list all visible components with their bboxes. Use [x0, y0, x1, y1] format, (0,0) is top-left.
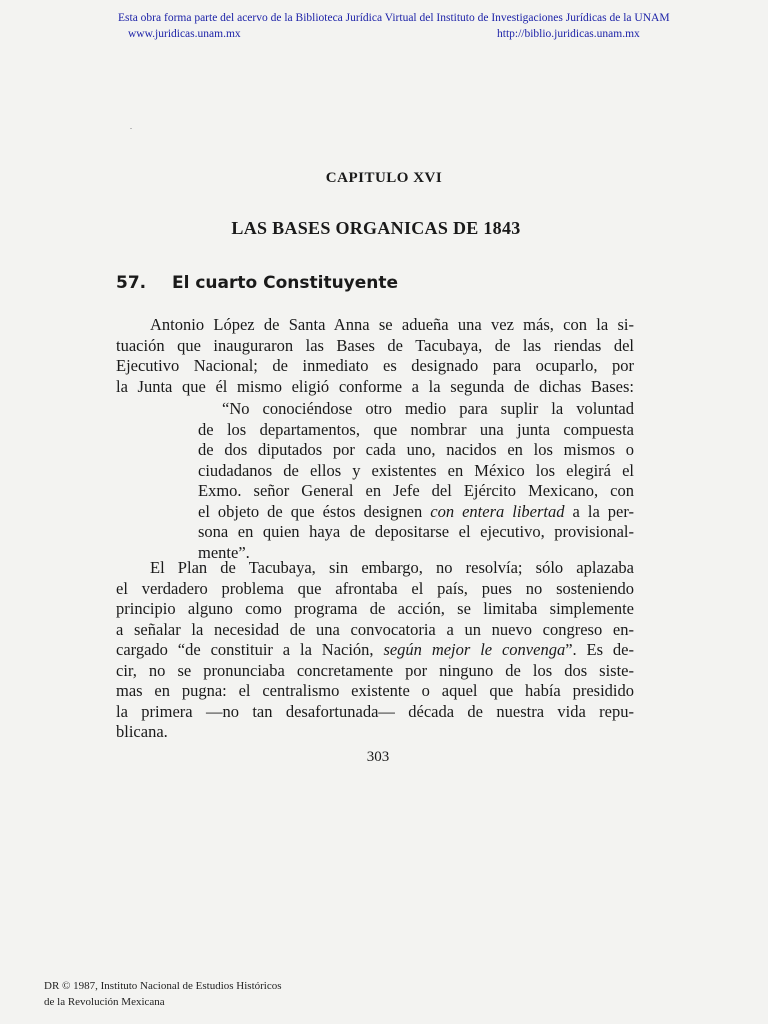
- paragraph-2: [116, 558, 634, 743]
- chapter-heading: CAPITULO XVI: [325, 170, 443, 186]
- banner-text: Esta obra forma parte del acervo de la Biblioteca Jurídica Virtual del Instituto de Investigaciones Jurídicas de la UNAM: [118, 12, 670, 24]
- paragraph-line: la primera —no tan desafortunada— década de nuestra vida repu-: [116, 701, 634, 721]
- quote-emphasis: con entera libertad: [430, 501, 565, 521]
- quote-text: a la per-: [564, 501, 635, 521]
- footer-line: DR © 1987, Instituto Nacional de Estudios Históricos: [44, 980, 282, 992]
- quote-line: de dos diputados por cada uno, nacidos en los mismos o: [198, 440, 634, 459]
- paragraph-line: [116, 640, 634, 661]
- quote-text: el objeto de que éstos designen: [198, 501, 431, 521]
- quote-line: mente”.: [198, 542, 250, 562]
- quote-line: de los departamentos, que nombrar una junta compuesta: [198, 419, 634, 439]
- section-title: El cuarto Constituyente: [172, 273, 399, 293]
- paragraph-line: la Junta que él mismo eligió conforme a la segunda de dichas Bases:: [116, 376, 634, 396]
- quote-line: ciudadanos de ellos y existentes en México los elegirá el: [198, 460, 634, 480]
- quote-line: sona en quien haya de depositarse el ejecutivo, provisional-: [198, 522, 634, 541]
- paragraph-text: cargado “de constituir a la Nación,: [116, 640, 384, 659]
- paragraph-line: principio alguno como programa de acción, se limitaba simplemente: [116, 599, 634, 618]
- copyright-footer: [44, 978, 282, 1010]
- footer-line: de la Revolución Mexicana: [44, 996, 165, 1008]
- paragraph-line: Ejecutivo Nacional; de inmediato es designado para ocuparlo, por: [116, 356, 634, 375]
- paragraph-line: mas en pugna: el centralismo existente o aquel que había presidido: [116, 681, 634, 700]
- block-quote: [198, 399, 634, 563]
- scan-mark: [130, 128, 132, 129]
- paragraph-1: [116, 315, 634, 397]
- paragraph-line: tuación que inauguraron las Bases de Tacubaya, de las riendas del: [116, 335, 634, 355]
- page-number: 303: [366, 749, 390, 765]
- section-heading: [116, 273, 398, 293]
- biblio-link[interactable]: http://biblio.juridicas.unam.mx: [497, 28, 640, 40]
- paragraph-line: cir, no se pronunciaba concretamente por ninguno de los dos siste-: [116, 660, 634, 680]
- paragraph-line: el verdadero problema que afrontaba el país, pues no sosteniendo: [116, 578, 634, 598]
- paragraph-text: ”. Es de-: [565, 640, 634, 659]
- juridicas-link[interactable]: www.juridicas.unam.mx: [128, 28, 241, 40]
- paragraph-line: Antonio López de Santa Anna se adueña una vez más, con la si-: [150, 315, 634, 334]
- section-number: 57.: [116, 273, 147, 293]
- paragraph-line: El Plan de Tacubaya, sin embargo, no resolvía; sólo aplazaba: [150, 558, 634, 577]
- quote-line: “No conociéndose otro medio para suplir la voluntad: [222, 399, 634, 418]
- quote-line: [198, 502, 634, 523]
- chapter-title: LAS BASES ORGANICAS DE 1843: [231, 218, 521, 238]
- quote-line: Exmo. señor General en Jefe del Ejército Mexicano, con: [198, 481, 634, 500]
- paragraph-line: blicana.: [116, 722, 168, 741]
- paragraph-line: a señalar la necesidad de una convocatoria a un nuevo congreso en-: [116, 619, 634, 639]
- paragraph-emphasis: según mejor le convenga: [383, 640, 566, 659]
